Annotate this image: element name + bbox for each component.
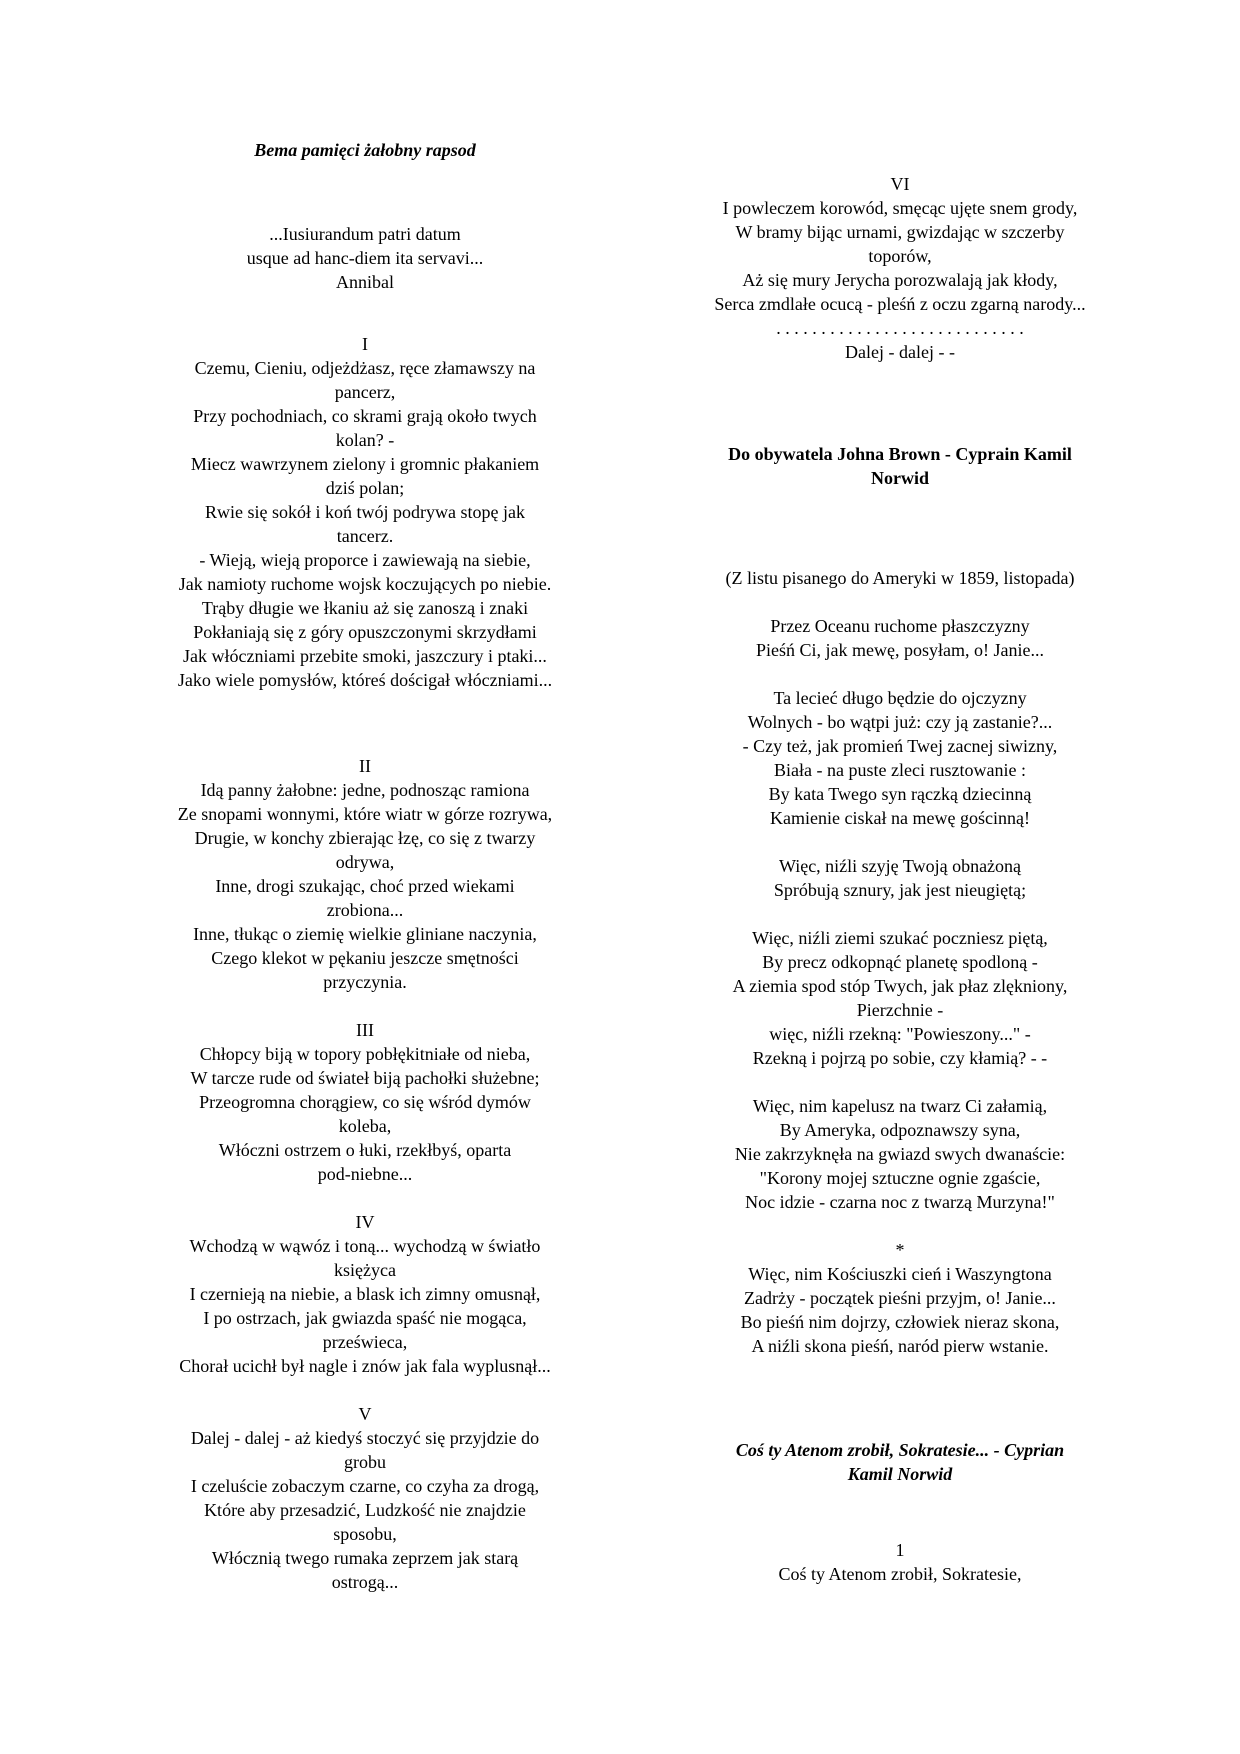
verse-line: Czemu, Cieniu, odjeżdżasz, ręce złamawszy na	[194, 358, 536, 378]
verse-line: Dalej - dalej - aż kiedyś stoczyć się przyjdzie do	[190, 1428, 540, 1448]
verse-line: Jako wiele pomysłów, któreś dościgał włóczniami...	[177, 670, 553, 690]
verse-line: By precz odkopnąć planetę spodloną -	[762, 952, 1038, 972]
verse-line: Idą panny żałobne: jedne, podnosząc ramiona	[200, 780, 530, 800]
verse-line: Inne, tłukąc o ziemię wielkie gliniane naczynia,	[193, 924, 537, 944]
verse-line: Ta lecieć długo będzie do ojczyzny	[773, 688, 1027, 708]
verse-line: Więc, niźli ziemi szukać poczniesz piętą,	[752, 928, 1048, 948]
brown-stanza-5	[650, 1094, 1150, 1214]
asterisk-separator: *	[895, 1240, 905, 1260]
verse-line: Przeogromna chorągiew, co się wśród dymów	[199, 1092, 531, 1112]
verse-line: I czeluście zobaczym czarne, co czyha za drogą,	[190, 1476, 540, 1496]
verse-line: kolan? -	[335, 430, 395, 450]
stanza-number: IV	[355, 1212, 375, 1232]
verse-line: Pierzchnie -	[856, 1000, 944, 1020]
verse-line: Serca zmdlałe ocucą - pleśń z oczu zgarną narody...	[714, 294, 1086, 314]
verse-line: W bramy bijąc urnami, gwizdając w szczerby	[735, 222, 1065, 242]
verse-line: Aż się mury Jerycha porozwalają jak kłody,	[742, 270, 1058, 290]
stanza-number: V	[358, 1404, 372, 1424]
verse-line: prześwieca,	[322, 1332, 408, 1352]
epigraph-author: Annibal	[336, 272, 394, 292]
verse-line: ostrogą...	[331, 1572, 399, 1592]
verse-line: Jak włóczniami przebite smoki, jaszczury i ptaki...	[183, 646, 547, 666]
brown-final-stanza	[650, 1262, 1150, 1358]
verse-line: sposobu,	[333, 1524, 397, 1544]
verse-line: grobu	[344, 1452, 386, 1472]
verse-line: Więc, nim Kościuszki cień i Waszyngtona	[748, 1264, 1052, 1284]
poem-title-sokrates	[650, 1438, 1150, 1486]
verse-line: I powleczem korowód, smęcąc ujęte snem grody,	[722, 198, 1078, 218]
verse-line: tancerz.	[336, 526, 394, 546]
poem-title-line: Coś ty Atenom zrobił, Sokratesie... - Cyprian	[735, 1440, 1065, 1460]
verse-line: Wolnych - bo wątpi już: czy ją zastanie?...	[747, 712, 1053, 732]
verse-line: Trąby długie we łkaniu aż się zanoszą i znaki	[201, 598, 529, 618]
brown-stanza-4	[650, 926, 1150, 1070]
verse-line: Zadrży - początek pieśni przyjm, o! Janie...	[744, 1288, 1056, 1308]
verse-line: Nie zakrzyknęła na gwiazd swych dwanaście:	[734, 1144, 1066, 1164]
poem-title-bem: Bema pamięci żałobny rapsod	[254, 140, 476, 160]
verse-line: Drugie, w konchy zbierając łzę, co się z twarzy	[194, 828, 536, 848]
verse-line: pancerz,	[334, 382, 396, 402]
verse-line: Miecz wawrzynem zielony i gromnic płakaniem	[190, 454, 540, 474]
stanza-number: II	[359, 756, 371, 776]
verse-line: Rwie się sokół i koń twój podrywa stopę jak	[205, 502, 525, 522]
verse-line: Biała - na puste zleci rusztowanie :	[774, 760, 1026, 780]
stanza-1	[140, 332, 590, 692]
verse-line: Więc, niźli szyję Twoją obnażoną	[778, 856, 1022, 876]
epigraph	[140, 222, 590, 294]
verse-line: Dalej - dalej - -	[845, 342, 955, 362]
stanza-5	[140, 1402, 590, 1594]
verse-line: By kata Twego syn rączką dziecinną	[768, 784, 1032, 804]
verse-line: zrobiona...	[326, 900, 404, 920]
verse-line: Kamienie ciskał na mewę gościnną!	[770, 808, 1030, 828]
verse-line: Czego klekot w pękaniu jeszcze smętności	[211, 948, 519, 968]
epigraph-line: ...Iusiurandum patri datum	[269, 224, 461, 244]
stanza-6	[650, 172, 1150, 364]
verse-line: toporów,	[868, 246, 932, 266]
poem-subtitle: (Z listu pisanego do Ameryki w 1859, listopada)	[725, 568, 1075, 588]
verse-line: A ziemia spod stóp Twych, jak płaz zlękniony,	[732, 976, 1068, 996]
verse-line: Więc, nim kapelusz na twarz Ci załamią,	[752, 1096, 1048, 1116]
verse-line: Chorał ucichł był nagle i znów jak fala wyplusnął...	[179, 1356, 551, 1376]
verse-line: W tarcze rude od świateł biją pachołki służebne;	[190, 1068, 540, 1088]
verse-line: Wchodzą w wąwóz i toną... wychodzą w światło	[189, 1236, 541, 1256]
verse-line: dziś polan;	[325, 478, 405, 498]
verse-line: Coś ty Atenom zrobił, Sokratesie,	[778, 1564, 1022, 1584]
verse-line: - Czy też, jak promień Twej zacnej siwizny,	[742, 736, 1058, 756]
sokrates-stanza-1	[650, 1538, 1150, 1586]
verse-line: przyczynia.	[323, 972, 407, 992]
brown-stanza-2	[650, 686, 1150, 830]
verse-line: Spróbują sznury, jak jest nieugiętą;	[773, 880, 1027, 900]
verse-line: odrywa,	[335, 852, 395, 872]
stanza-number: 1	[895, 1540, 905, 1560]
verse-line: Ze snopami wonnymi, które wiatr w górze rozrywa,	[177, 804, 553, 824]
verse-line: koleba,	[338, 1116, 392, 1136]
verse-line: A niźli skona pieśń, naród pierw wstanie.	[751, 1336, 1049, 1356]
verse-line: Pokłaniają się z góry opuszczonymi skrzydłami	[193, 622, 537, 642]
verse-line: "Korony mojej sztuczne ognie zgaście,	[759, 1168, 1041, 1188]
poem-title-line: Do obywatela Johna Brown - Cyprain Kamil	[728, 444, 1072, 464]
stanza-2	[140, 754, 590, 994]
verse-line: więc, niźli rzekną: "Powieszony..." -	[769, 1024, 1031, 1044]
verse-line: By Ameryka, odpoznawszy syna,	[779, 1120, 1021, 1140]
poem-title-line: Kamil Norwid	[847, 1464, 953, 1484]
brown-stanza-1	[650, 614, 1150, 662]
verse-line: Przez Oceanu ruchome płaszczyzny	[770, 616, 1030, 636]
verse-line: I po ostrzach, jak gwiazda spaść nie mogąca,	[203, 1308, 527, 1328]
verse-line: Bo pieśń nim dojrzy, człowiek nieraz skona,	[740, 1312, 1060, 1332]
verse-line: Przy pochodniach, co skrami grają około twych	[193, 406, 537, 426]
dotted-separator: . . . . . . . . . . . . . . . . . . . . . . . . . . . .	[776, 318, 1024, 338]
brown-stanza-3	[650, 854, 1150, 902]
verse-line: Pieśń Ci, jak mewę, posyłam, o! Janie...	[756, 640, 1044, 660]
stanza-3	[140, 1018, 590, 1186]
verse-line: Rzekną i pojrzą po sobie, czy kłamią? - -	[752, 1048, 1048, 1068]
verse-line: Które aby przesadzić, Ludzkość nie znajdzie	[204, 1500, 526, 1520]
poem-title-line: Norwid	[871, 468, 929, 488]
verse-line: - Wieją, wieją proporce i zawiewają na siebie,	[199, 550, 531, 570]
verse-line: Chłopcy biją w topory pobłękitniałe od nieba,	[199, 1044, 531, 1064]
verse-line: Inne, drogi szukając, choć przed wiekami	[215, 876, 515, 896]
verse-line: Włóczni ostrzem o łuki, rzekłbyś, oparta	[218, 1140, 512, 1160]
verse-line: Jak namioty ruchome wojsk koczujących po niebie.	[178, 574, 552, 594]
verse-line: I czernieją na niebie, a blask ich zimny omusnął,	[189, 1284, 541, 1304]
verse-line: Noc idzie - czarna noc z twarzą Murzyna!"	[745, 1192, 1055, 1212]
poem-title-brown	[650, 442, 1150, 490]
stanza-4	[140, 1210, 590, 1378]
stanza-number: III	[356, 1020, 374, 1040]
stanza-number: I	[362, 334, 368, 354]
verse-line: Włócznią twego rumaka zeprzem jak starą	[211, 1548, 519, 1568]
verse-line: pod-niebne...	[317, 1164, 413, 1184]
stanza-number: VI	[890, 174, 910, 194]
epigraph-line: usque ad hanc-diem ita servavi...	[246, 248, 484, 268]
verse-line: księżyca	[334, 1260, 396, 1280]
